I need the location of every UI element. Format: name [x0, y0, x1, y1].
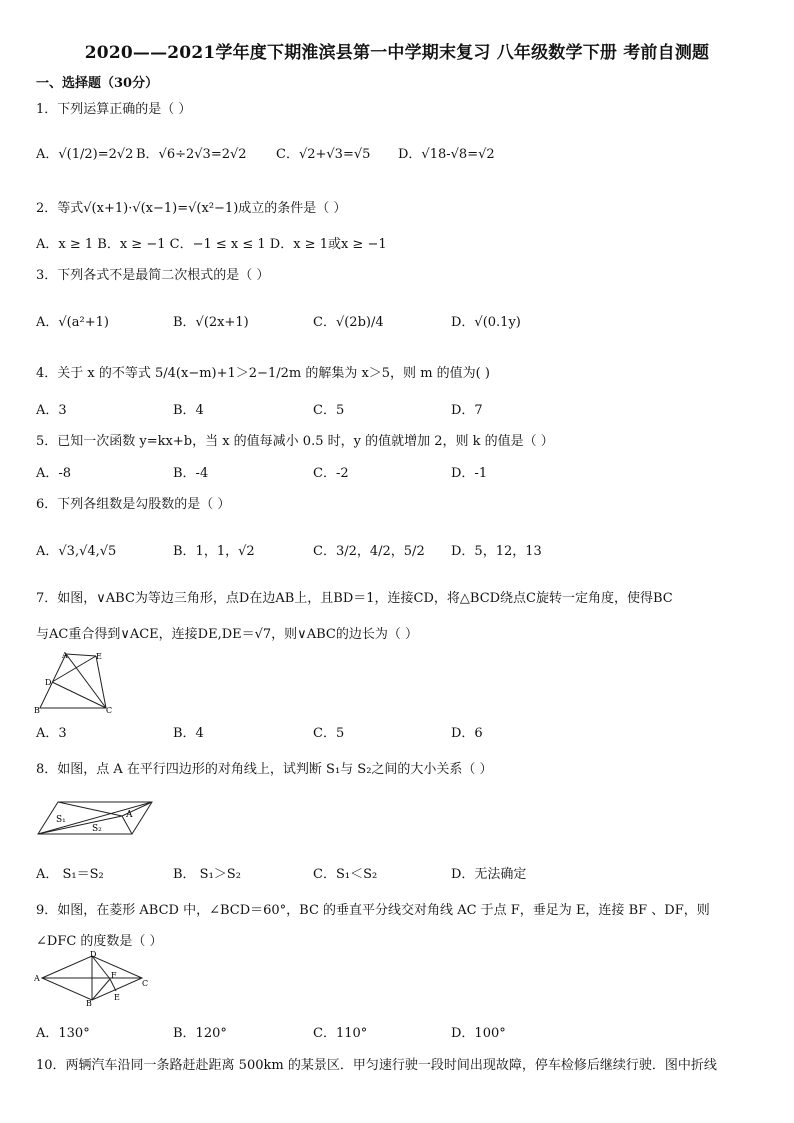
q6-option-c: C．3/2，4/2，5/2 [313, 544, 425, 559]
q1-option-a: A．√(1/2)=2√2 [36, 147, 134, 162]
question-1-stem: 1．下列运算正确的是（ ） [36, 102, 192, 117]
q6-option-b: B．1，1，√2 [173, 544, 255, 559]
question-5-stem: 5．已知一次函数 y=kx+b，当 x 的值每减小 0.5 时，y 的值就增加 2，则 k 的值是（ ） [36, 434, 554, 449]
q7-option-a: A．3 [36, 726, 67, 741]
section-heading: 一、选择题（30分） [36, 76, 159, 91]
question-2-options: A．x ≥ 1 B．x ≥ −1 C．−1 ≤ x ≤ 1 D．x ≥ 1或x ≥ −1 [36, 237, 387, 252]
q3-option-c: C．√(2b)/4 [313, 315, 384, 330]
q1-option-b: B．√6÷2√3=2√2 [136, 147, 247, 162]
q6-option-d: D．5，12，13 [451, 544, 542, 559]
q7-figure [34, 650, 116, 716]
q8-option-c: C．S₁＜S₂ [313, 867, 378, 882]
q3-option-b: B．√(2x+1) [173, 315, 249, 330]
q4-option-c: C．5 [313, 403, 345, 418]
q5-option-b: B．-4 [173, 466, 209, 481]
q9-label-e: E [114, 993, 120, 1002]
q5-option-d: D．-1 [451, 466, 488, 481]
q9-option-d: D．100° [451, 1026, 506, 1041]
question-2-stem: 2．等式√(x+1)·√(x−1)=√(x²−1)成立的条件是（ ） [36, 201, 347, 216]
q7-option-d: D．6 [451, 726, 483, 741]
question-7-line-1: 7．如图，∨ABC为等边三角形，点D在边AB上，且BD＝1，连接CD，将△BCD绕点C旋转一定角度，使得BC [36, 591, 673, 606]
q8-option-b: B． S₁＞S₂ [173, 867, 241, 882]
q7-label-e: E [96, 652, 102, 661]
question-3-stem: 3．下列各式不是最简二次根式的是（ ） [36, 268, 270, 283]
q8-label-s2: S₂ [92, 824, 102, 834]
q9-label-d: D [90, 950, 97, 959]
q1-option-c: C．√2+√3=√5 [276, 147, 371, 162]
q9-option-a: A．130° [36, 1026, 90, 1041]
q7-label-d: D [45, 678, 52, 687]
q9-label-c: C [142, 979, 149, 988]
q8-label-a: A [126, 810, 133, 820]
q9-figure [34, 950, 152, 1006]
q7-label-b: B [34, 706, 40, 715]
q5-option-c: C．-2 [313, 466, 349, 481]
question-8-stem: 8．如图，点 A 在平行四边形的对角线上，试判断 S₁与 S₂之间的大小关系（ ） [36, 762, 493, 777]
question-10-line-1: 10．两辆汽车沿同一条路赶赴距离 500km 的某景区．甲匀速行驶一段时间出现故障，停车检修后继续行驶．图中折线 [36, 1058, 717, 1073]
q3-option-a: A．√(a²+1) [36, 315, 109, 330]
q9-label-a: A [34, 974, 40, 983]
question-9-line-1: 9．如图，在菱形 ABCD 中，∠BCD＝60°，BC 的垂直平分线交对角线 AC 于点 F，垂足为 E，连接 BF 、DF，则 [36, 903, 710, 918]
q4-option-d: D．7 [451, 403, 483, 418]
q7-option-b: B．4 [173, 726, 204, 741]
q6-option-a: A．√3,√4,√5 [36, 544, 117, 559]
q9-label-f: F [111, 971, 117, 980]
q8-option-d: D．无法确定 [451, 867, 527, 882]
q9-label-b: B [86, 999, 92, 1006]
q7-option-c: C．5 [313, 726, 345, 741]
q8-label-s1: S₁ [56, 815, 66, 825]
question-7-line-2: 与AC重合得到∨ACE，连接DE,DE＝√7，则∨ABC的边长为（ ） [36, 627, 418, 642]
q8-figure [36, 800, 154, 838]
q5-option-a: A．-8 [36, 466, 72, 481]
q4-option-a: A．3 [36, 403, 67, 418]
q8-option-a: A． S₁＝S₂ [36, 867, 104, 882]
q1-option-d: D．√18-√8=√2 [398, 147, 495, 162]
question-9-line-2: ∠DFC 的度数是（ ） [36, 934, 163, 949]
question-4-stem: 4．关于 x 的不等式 5/4(x−m)+1＞2−1/2m 的解集为 x＞5，则 m 的值为( ) [36, 366, 490, 381]
q4-option-b: B．4 [173, 403, 204, 418]
question-6-stem: 6．下列各组数是勾股数的是（ ） [36, 497, 231, 512]
q7-label-c: C [106, 706, 113, 715]
page-title: 2020——2021学年度下期淮滨县第一中学期末复习 八年级数学下册 考前自测题 [84, 43, 710, 63]
q9-option-c: C．110° [313, 1026, 368, 1041]
q3-option-d: D．√(0.1y) [451, 315, 521, 330]
q7-label-a: A [62, 651, 68, 660]
q9-option-b: B．120° [173, 1026, 227, 1041]
